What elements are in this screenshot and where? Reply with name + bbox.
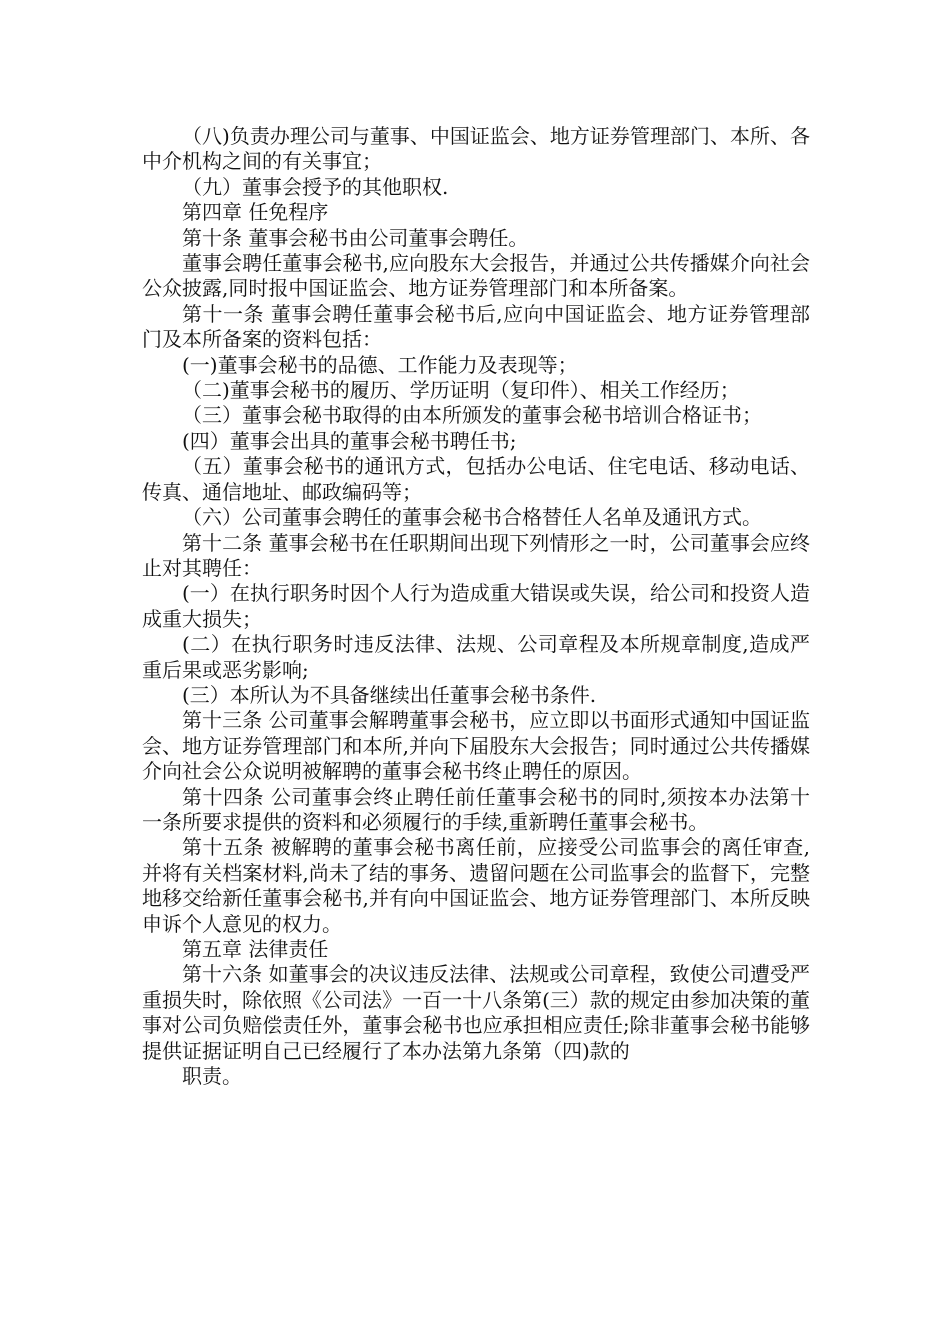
article-16-continuation: 职责。 [182, 1064, 242, 1089]
paragraph-item-8-duty: （八)负责办理公司与董事、中国证监会、地方证券管理部门、本所、各中介机构之间的有关事宜； [142, 124, 810, 174]
article-11: 第十一条 董事会聘任董事会秘书后,应向中国证监会、地方证券管理部门及本所备案的资料包括： [142, 301, 810, 352]
article-10-paragraph: 董事会聘任董事会秘书,应向股东大会报告，并通过公共传播媒介向社会公众披露,同时报中国证监会、地方证券管理部门和本所备案。 [142, 251, 810, 301]
article-16: 第十六条 如董事会的决议违反法律、法规或公司章程，致使公司遭受严重损失时，除依照《公司法》一百一十八条第(三）款的规定由参加决策的董事对公司负赔偿责任外，董事会秘书也应承担相应责任;除非董事会秘书能够提供证据证明自己已经履行了本办法第九条第（四)款的 [142, 962, 810, 1063]
article-11-item-4: (四）董事会出具的董事会秘书聘任书; [182, 428, 517, 453]
chapter-4-heading: 第四章 任免程序 [182, 200, 329, 225]
article-14: 第十四条 公司董事会终止聘任前任董事会秘书的同时,须按本办法第十一条所要求提供的资料和必须履行的手续,重新聘任董事会秘书。 [142, 784, 810, 834]
chapter-5-heading: 第五章 法律责任 [182, 937, 329, 961]
document-body [142, 124, 810, 1089]
paragraph-item-9-duty: （九）董事会授予的其他职权. [182, 174, 449, 199]
article-10: 第十条 董事会秘书由公司董事会聘任。 [182, 225, 529, 250]
article-11-item-1: (一)董事会秘书的品德、工作能力及表现等； [182, 352, 578, 377]
article-12-item-3: (三）本所认为不具备继续出任董事会秘书条件. [182, 682, 597, 707]
article-12-item-1: (一）在执行职务时因个人行为造成重大错误或失误，给公司和投资人造成重大损失； [142, 581, 810, 631]
article-11-item-6: （六）公司董事会聘任的董事会秘书合格替任人名单及通讯方式。 [182, 505, 762, 530]
article-12: 第十二条 董事会秘书在任职期间出现下列情形之一时，公司董事会应终止对其聘任： [142, 530, 810, 580]
article-11-item-2: （二)董事会秘书的履历、学历证明（复印件）、相关工作经历； [182, 378, 740, 403]
article-12-item-2: (二）在执行职务时违反法律、法规、公司章程及本所规章制度,造成严重后果或恶劣影响; [142, 632, 810, 682]
article-11-item-3: （三）董事会秘书取得的由本所颁发的董事会秘书培训合格证书； [182, 403, 762, 428]
article-13: 第十三条 公司董事会解聘董事会秘书，应立即以书面形式通知中国证监会、地方证券管理部门和本所,并向下届股东大会报告；同时通过公共传播媒介向社会公众说明被解聘的董事会秘书终止聘任的原因。 [142, 708, 810, 784]
article-11-item-5: （五）董事会秘书的通讯方式，包括办公电话、住宅电话、移动电话、传真、通信地址、邮政编码等； [142, 454, 810, 504]
article-15: 第十五条 被解聘的董事会秘书离任前，应接受公司监事会的离任审查,并将有关档案材料,尚未了结的事务、遗留问题在公司监事会的监督下，完整地移交给新任董事会秘书,并有向中国证监会、地方证券管理部门、本所反映申诉个人意见的权力。 [142, 835, 810, 936]
